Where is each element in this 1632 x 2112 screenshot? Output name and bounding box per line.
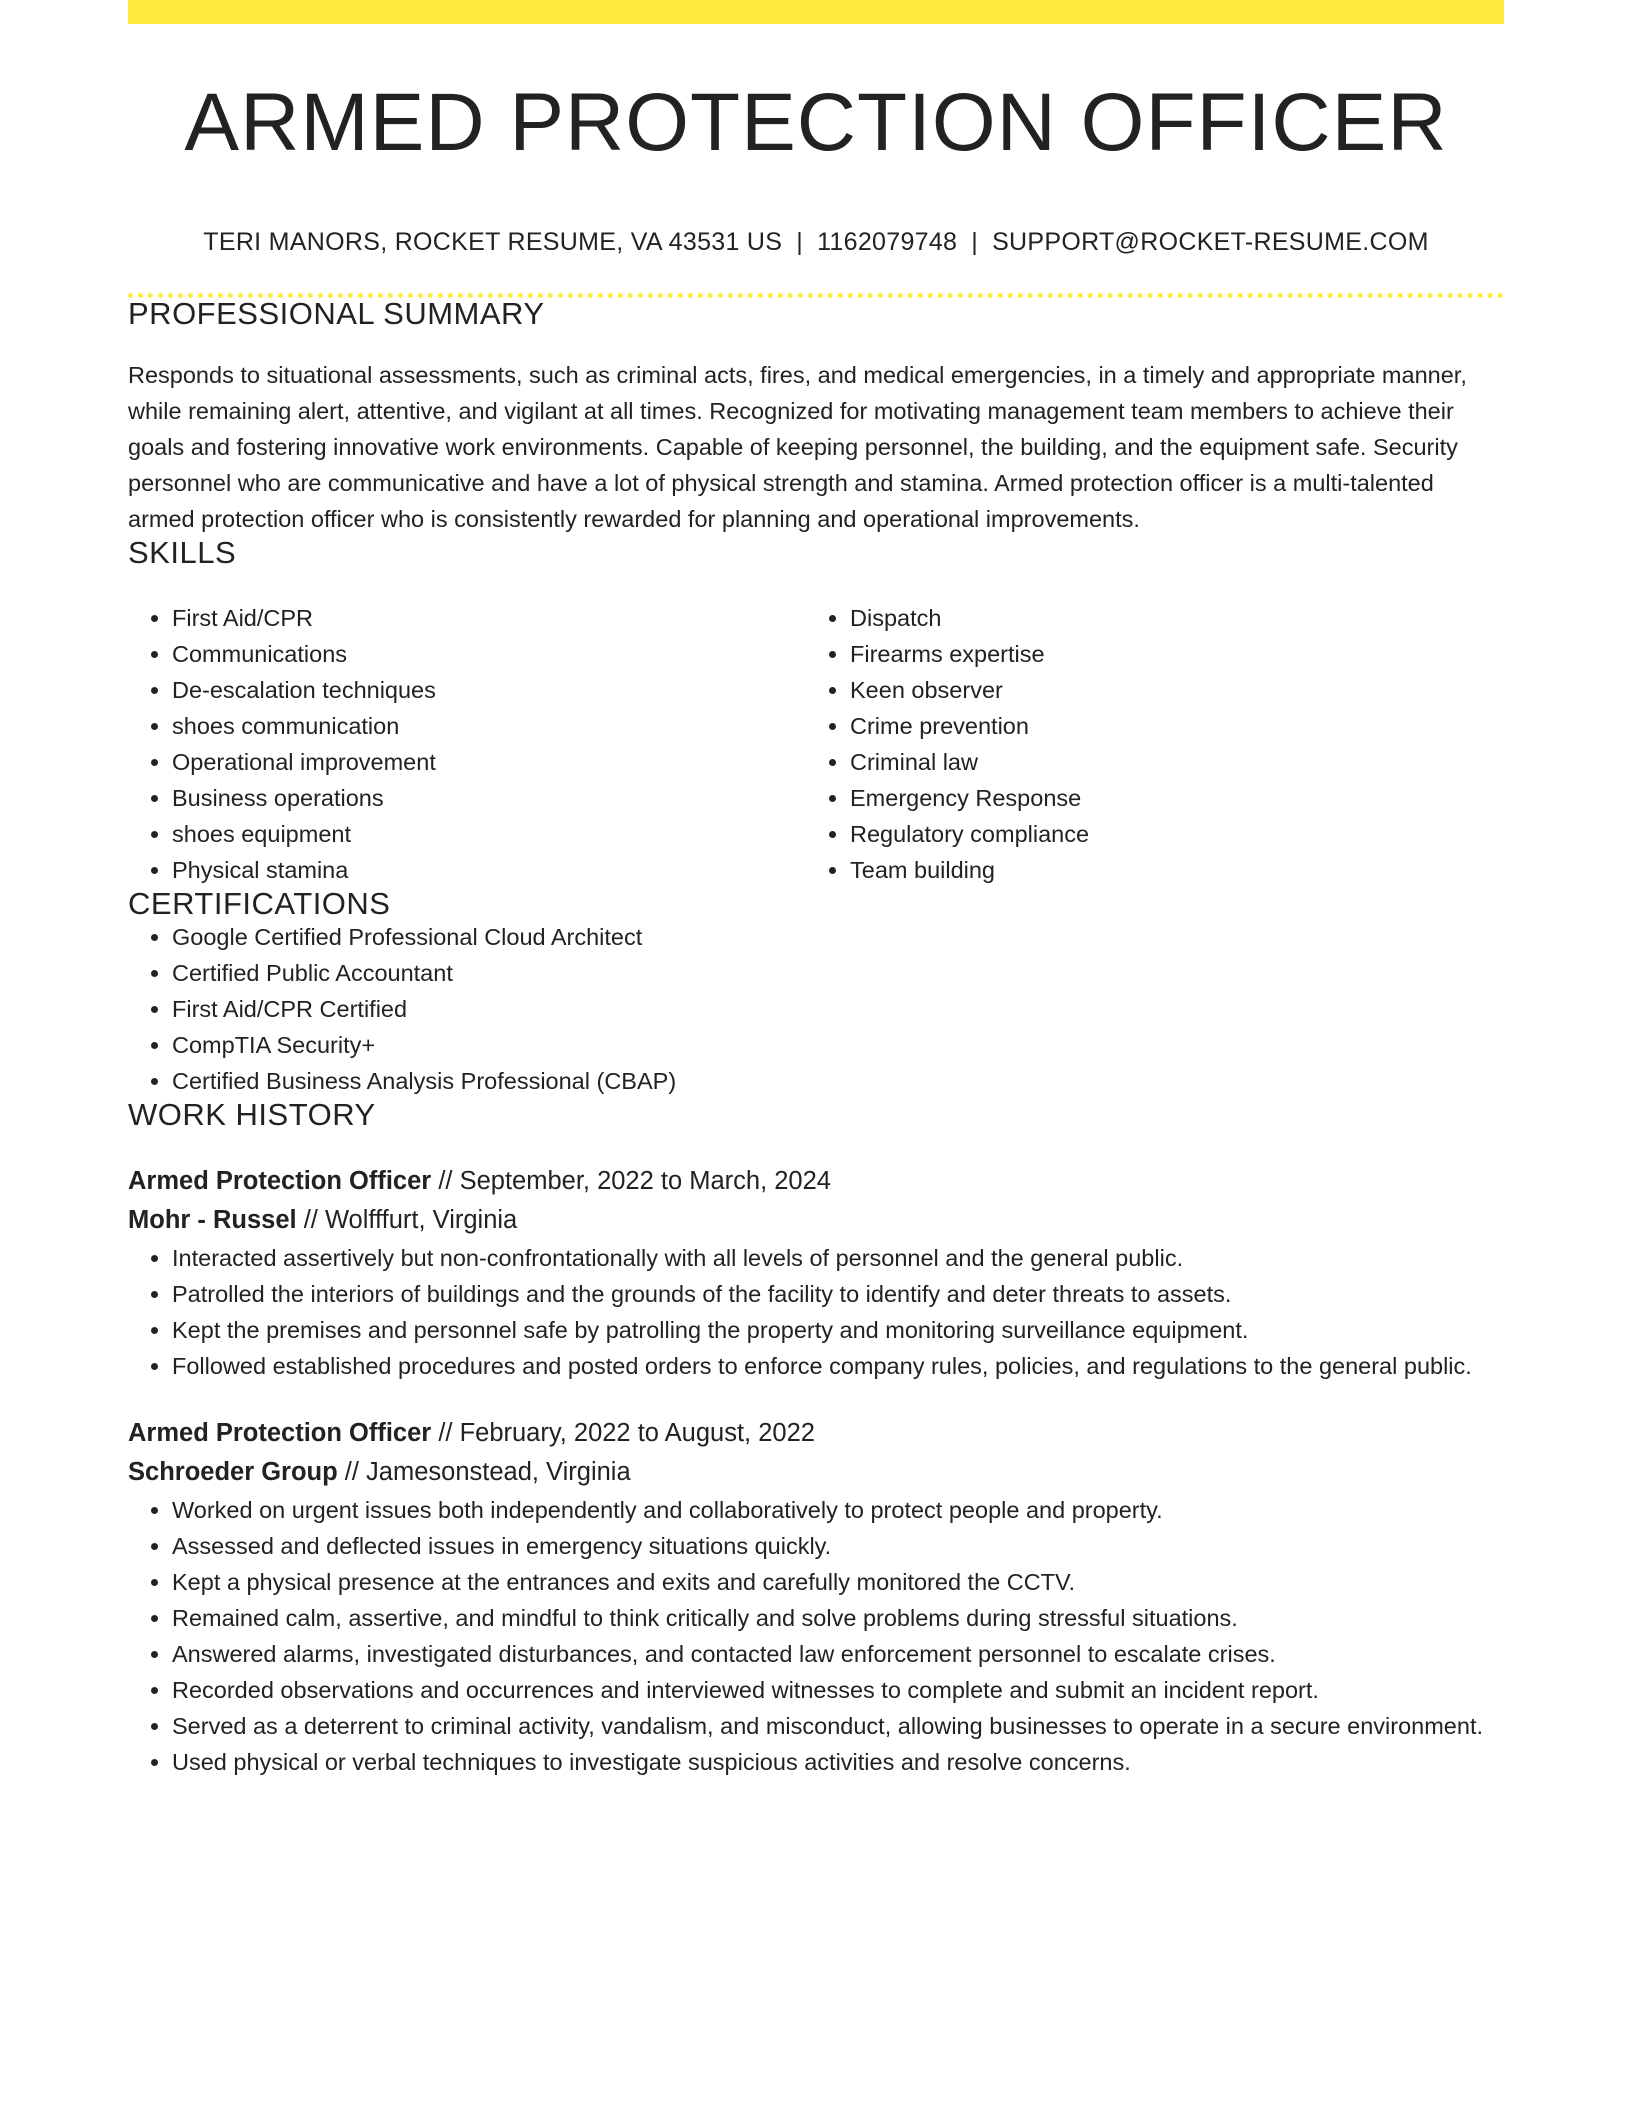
job-company-line xyxy=(128,1453,1504,1492)
job-duties-list xyxy=(128,1240,1504,1384)
job-duty: • Recorded observations and occurrences and interviewed witnesses to complete and submit an incident report. xyxy=(172,1672,1504,1708)
job-duty: • Followed established procedures and posted orders to enforce company rules, policies, and regulations to the general public. xyxy=(172,1348,1504,1384)
skill-item: • Business operations xyxy=(172,780,806,816)
summary-text: Responds to situational assessments, such as criminal acts, fires, and medical emergencies, in a timely and appropriate manner, while remaining alert, attentive, and vigilant at all times. Recognized for motivating management team members to achieve their goals and fostering innovative work environments. Capable of keeping personnel, the building, and the equipment safe. Security personnel who are communicative and have a lot of physical strength and stamina. Armed protection officer is a multi-talented armed protection officer who is consistently rewarded for planning and operational improvements. xyxy=(128,362,1467,532)
certification-item: • First Aid/CPR Certified xyxy=(172,991,1504,1027)
job-duty: • Assessed and deflected issues in emergency situations quickly. xyxy=(172,1528,1504,1564)
skill-item: • Criminal law xyxy=(850,744,1504,780)
certification-item: • Certified Business Analysis Professional (CBAP) xyxy=(172,1063,1504,1099)
job-entry xyxy=(128,1162,1504,1384)
job-title: Armed Protection Officer xyxy=(128,1419,432,1447)
job-title: Armed Protection Officer xyxy=(128,1167,432,1195)
top-accent-bar xyxy=(128,0,1504,24)
job-duty: • Patrolled the interiors of buildings and the grounds of the facility to identify and deter threats to assets. xyxy=(172,1276,1504,1312)
skill-item: • Physical stamina xyxy=(172,852,806,888)
job-company-line xyxy=(128,1201,1504,1240)
skills-grid xyxy=(128,600,1504,888)
contact-separator: | xyxy=(796,228,804,256)
skill-item: • Regulatory compliance xyxy=(850,816,1504,852)
job-title-line xyxy=(128,1162,1504,1201)
job-title-line xyxy=(128,1414,1504,1453)
skill-item: • Communications xyxy=(172,636,806,672)
job-duty: • Used physical or verbal techniques to investigate suspicious activities and resolve concerns. xyxy=(172,1744,1504,1780)
contact-address: TERI MANORS, ROCKET RESUME, VA 43531 US xyxy=(203,228,783,256)
work-history-heading: WORK HISTORY xyxy=(128,1097,376,1132)
certifications-heading: CERTIFICATIONS xyxy=(128,886,391,921)
job-location: // Wolfffurt, Virginia xyxy=(296,1206,518,1234)
skill-item: • Keen observer xyxy=(850,672,1504,708)
job-duty: • Answered alarms, investigated disturbances, and contacted law enforcement personnel to escalate crises. xyxy=(172,1636,1504,1672)
skills-list-right xyxy=(806,600,1504,888)
job-duty: • Worked on urgent issues both independently and collaboratively to protect people and property. xyxy=(172,1492,1504,1528)
job-entry xyxy=(128,1414,1504,1780)
job-company: Schroeder Group xyxy=(128,1458,338,1486)
resume-title: ARMED PROTECTION OFFICER xyxy=(184,77,1448,168)
skill-item: • De-escalation techniques xyxy=(172,672,806,708)
job-dates: // September, 2022 to March, 2024 xyxy=(431,1167,831,1195)
job-duty: • Interacted assertively but non-confrontationally with all levels of personnel and the general public. xyxy=(172,1240,1504,1276)
job-company: Mohr - Russel xyxy=(128,1206,297,1234)
certification-item: • Google Certified Professional Cloud Architect xyxy=(172,919,1504,955)
job-duty: • Remained calm, assertive, and mindful to think critically and solve problems during stressful situations. xyxy=(172,1600,1504,1636)
skill-item: • Firearms expertise xyxy=(850,636,1504,672)
job-location: // Jamesonstead, Virginia xyxy=(337,1458,631,1486)
skill-item: • Emergency Response xyxy=(850,780,1504,816)
contact-phone: 1162079748 xyxy=(817,228,958,256)
summary-heading: PROFESSIONAL SUMMARY xyxy=(128,296,545,331)
skills-heading: SKILLS xyxy=(128,535,237,570)
certifications-list xyxy=(128,919,1504,1099)
resume-page xyxy=(128,0,1504,1780)
contact-separator: | xyxy=(971,228,979,256)
skill-item: • Crime prevention xyxy=(850,708,1504,744)
job-duty: • Served as a deterrent to criminal activity, vandalism, and misconduct, allowing businesses to operate in a secure environment. xyxy=(172,1708,1504,1744)
certification-item: • CompTIA Security+ xyxy=(172,1027,1504,1063)
certification-item: • Certified Public Accountant xyxy=(172,955,1504,991)
skills-list-left xyxy=(128,600,806,888)
job-duties-list xyxy=(128,1492,1504,1780)
job-duty: • Kept a physical presence at the entrances and exits and carefully monitored the CCTV. xyxy=(172,1564,1504,1600)
skill-item: • shoes communication xyxy=(172,708,806,744)
job-duty: • Kept the premises and personnel safe by patrolling the property and monitoring surveillance equipment. xyxy=(172,1312,1504,1348)
skill-item: • Operational improvement xyxy=(172,744,806,780)
skill-item: • shoes equipment xyxy=(172,816,806,852)
skill-item: • Team building xyxy=(850,852,1504,888)
skill-item: • First Aid/CPR xyxy=(172,600,806,636)
skill-item: • Dispatch xyxy=(850,600,1504,636)
job-dates: // February, 2022 to August, 2022 xyxy=(431,1419,815,1447)
contact-line xyxy=(128,230,1504,255)
contact-email[interactable]: SUPPORT@ROCKET-RESUME.COM xyxy=(992,228,1429,256)
